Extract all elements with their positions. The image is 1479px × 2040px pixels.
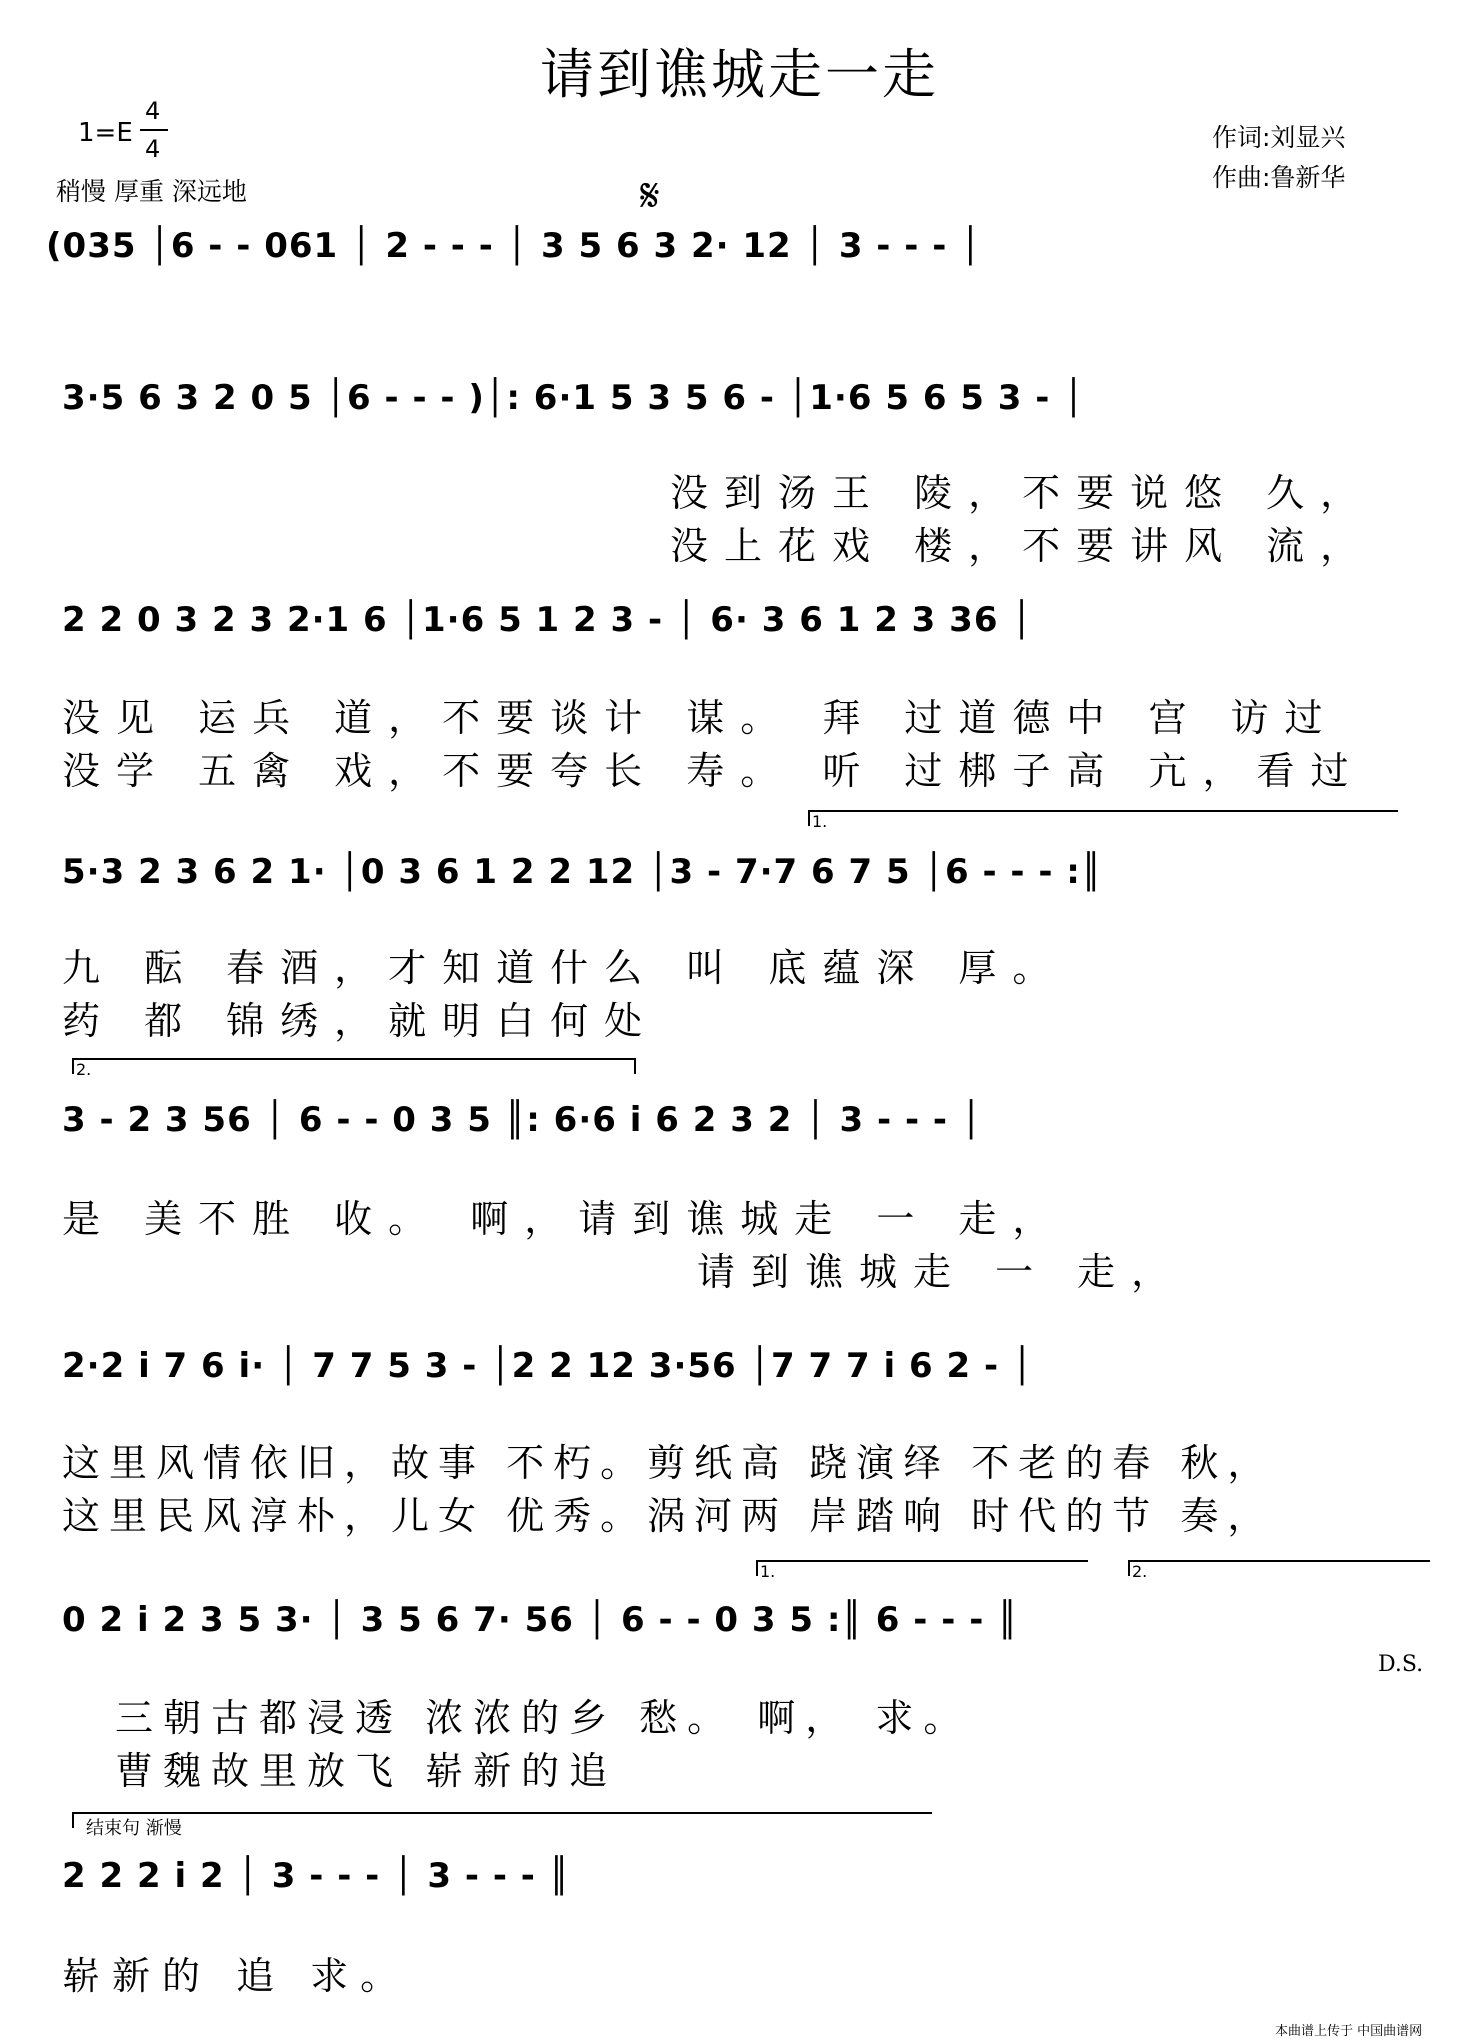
score-title: 请到谯城走一走 xyxy=(540,43,939,106)
ending-1-bracket-row-4 xyxy=(808,810,1398,826)
lyrics-row-4-verse-1: 九 酝 春酒，才知道什么 叫 底蕴深 厚。 xyxy=(62,946,1067,990)
ending-1-bracket-row-7 xyxy=(756,1560,1088,1576)
ending-phrase-label: 结束句 渐慢 xyxy=(86,1818,182,1839)
lyricist-credit: 作词:刘显兴 xyxy=(1212,123,1346,152)
ending-2-bracket-row-5 xyxy=(72,1058,636,1074)
ending-2-label-row-5: 2. xyxy=(76,1060,92,1079)
notes-row-5: 3 - 2 3 56 │ 6 - - 0 3 5 ║: 6·6 i 6 2 3 2 │ 3 - - - │ xyxy=(62,1100,983,1140)
lyrics-row-3-verse-2: 没学 五禽 戏，不要夸长 寿。 听 过梆子高 亢，看过 xyxy=(62,749,1365,793)
notes-row-8: 2 2 2 i 2 │ 3 - - - │ 3 - - - ║ xyxy=(62,1856,571,1896)
notes-row-4: 5·3 2 3 6 2 1· │0 3 6 1 2 2 12 │3 - 7·7 6 7 5 │6 - - - :║ xyxy=(62,852,1103,892)
lyrics-row-6-verse-1: 这里风情依旧，故事 不朽。剪纸高 跷演绎 不老的春 秋， xyxy=(62,1441,1275,1485)
lyrics-row-7-verse-2: 曹魏故里放飞 崭新的追 xyxy=(115,1749,618,1793)
lyrics-row-6-verse-2: 这里民风淳朴，儿女 优秀。涡河两 岸踏响 时代的节 奏， xyxy=(62,1494,1275,1538)
notes-row-6: 2·2 i 7 6 i· │ 7 7 5 3 - │2 2 12 3·56 │7 7 7 i 6 2 - │ xyxy=(62,1346,1034,1386)
lyrics-row-5-verse-1: 是 美不胜 收。 啊，请到谯城走 一 走， xyxy=(62,1197,1067,1241)
ending-1-label-row-4: 1. xyxy=(812,812,828,831)
notes-row-7: 0 2 i 2 3 5 3· │ 3 5 6 7· 56 │ 6 - - 0 3 5 :║ 6 - - - ║ xyxy=(62,1600,1019,1640)
notes-row-2: 3·5 6 3 2 0 5 │6 - - - )│: 6·1 5 3 5 6 - │1·6 5 6 5 3 - │ xyxy=(62,378,1085,418)
upload-footer: 本曲谱上传于 中国曲谱网 xyxy=(1275,2024,1423,2039)
time-signature-top: 4 xyxy=(145,97,161,125)
lyrics-row-2-verse-2: 没上花戏 楼，不要讲风 流， xyxy=(670,524,1375,568)
notes-row-1: (035 │6 - - 061 │ 2 - - - │ 3 5 6 3 2· 12 │ 3 - - - │ xyxy=(46,226,982,266)
lyrics-row-8-verse-1: 崭新的 追 求。 xyxy=(62,1954,411,1998)
lyrics-row-3-verse-1: 没见 运兵 道，不要谈计 谋。 拜 过道德中 宫 访过 xyxy=(62,696,1339,740)
tempo-marking: 稍慢 厚重 深远地 xyxy=(56,177,247,206)
time-signature-line xyxy=(140,129,168,131)
dal-segno-marking: D.S. xyxy=(1378,1652,1424,1677)
ending-2-label-row-7: 2. xyxy=(1132,1562,1148,1581)
notes-row-3: 2 2 0 3 2 3 2·1 6 │1·6 5 1 2 3 - │ 6· 3 6 1 2 3 36 │ xyxy=(62,600,1033,640)
lyrics-row-4-verse-2: 药 都 锦绣，就明白何处 xyxy=(62,999,659,1043)
lyrics-row-2-verse-1: 没到汤王 陵，不要说悠 久， xyxy=(670,471,1375,515)
segno-icon: 𝄋 xyxy=(640,168,660,222)
ending-2-bracket-row-7 xyxy=(1128,1560,1430,1576)
ending-1-label-row-7: 1. xyxy=(760,1562,776,1581)
composer-credit: 作曲:鲁新华 xyxy=(1212,163,1346,192)
ending-phrase-bracket xyxy=(72,1812,932,1828)
lyrics-row-7-verse-1: 三朝古都浸透 浓浓的乡 愁。 啊， 求。 xyxy=(115,1696,972,1740)
time-signature-bottom: 4 xyxy=(145,135,161,163)
lyrics-row-5-verse-2: 请到谯城走 一 走， xyxy=(697,1250,1186,1294)
key-signature: 1=E xyxy=(78,118,133,148)
